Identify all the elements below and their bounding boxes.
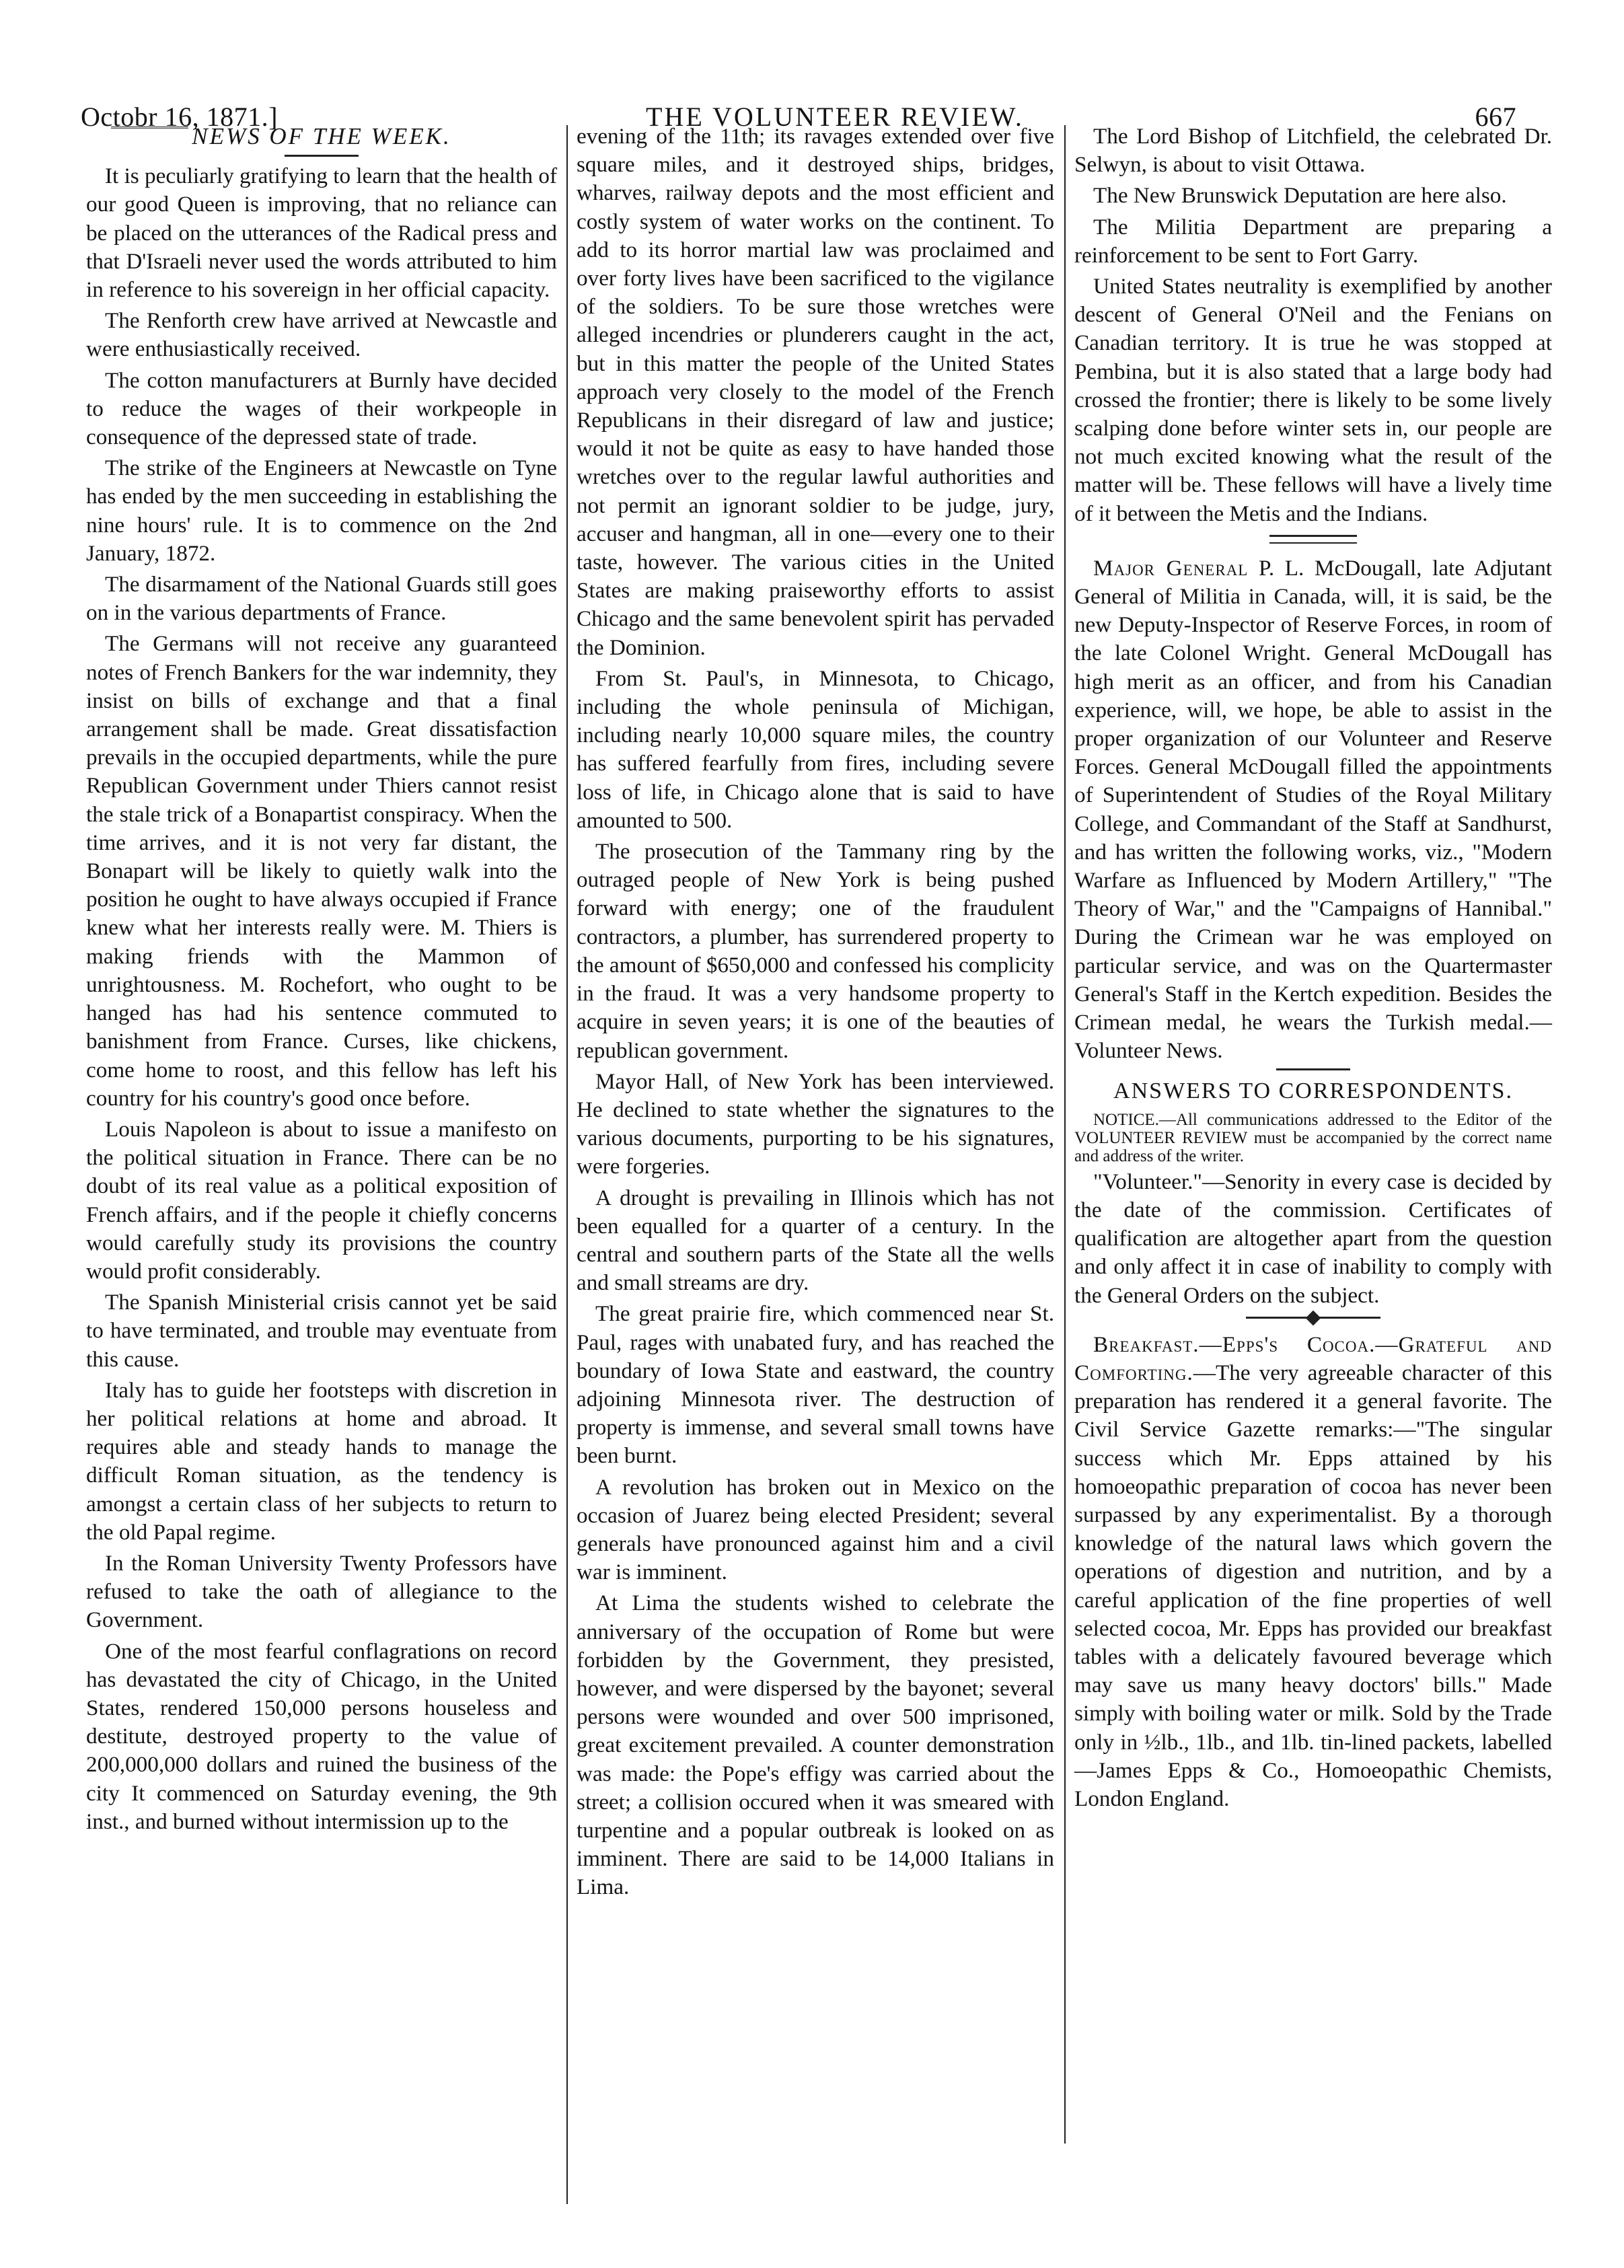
section-title-news: NEWS OF THE WEEK.	[192, 123, 451, 149]
news-paragraph: The Renforth crew have arrived at Newcastle and were enthusiastically received.	[86, 308, 557, 362]
news-paragraph: Mayor Hall, of New York has been interviewed. He declined to state whether the signatures to the various documents, purporting to be his signatures, were forgeries.	[577, 1068, 1054, 1179]
section-rule	[285, 155, 359, 157]
news-paragraph: The great prairie fire, which commenced near St. Paul, rages with unabated fury, and has reached the boundary of Iowa State and eastward, the country adjoining Minnesota river. The destruction of property is immense, and several small towns have been burnt.	[577, 1301, 1054, 1469]
ornament-rule	[1246, 1317, 1380, 1319]
column-divider	[1064, 125, 1066, 2144]
column-1	[86, 122, 557, 1839]
news-paragraph: The disarmament of the National Guards still goes on in the various departments of France.	[86, 572, 557, 626]
news-paragraph: From St. Paul's, in Minnesota, to Chicago, including the whole peninsula of Michigan, including nearly 10,000 square miles, the country has suffered fearfully from fires, including severe loss of life, in Chicago alone that is said to have amounted to 500.	[577, 665, 1054, 833]
news-paragraph: A drought is prevailing in Illinois which has not been equalled for a quarter of a century. In the central and southern parts of the State all the wells and small streams are dry.	[577, 1185, 1054, 1296]
news-paragraph: The prosecution of the Tammany ring by the outraged people of New York is being pushed forward with energy; one of the fraudulent contractors, a plumber, has surrendered property to the amount of $650,000 and confessed his complicity in the fraud. It was a very handsome property to acquire in seven years; it is one of the beauties of republican government.	[577, 839, 1054, 1063]
notice-text: NOTICE.—All communications addressed to the Editor of the VOLUNTEER REVIEW must be accompanied by the correct name and address of the writer.	[1074, 1110, 1552, 1165]
mcdougall-paragraph	[1074, 554, 1552, 1066]
column-divider	[566, 125, 568, 2204]
page-number: 667	[1475, 102, 1516, 132]
news-paragraph: It is peculiarly gratifying to learn that the health of our good Queen is improving, that no reliance can be placed on the utterances of the Radical press and that D'Israeli never used the words attributed to him in reference to his sovereign in her official capacity.	[86, 163, 557, 303]
answer-paragraph: "Volunteer."—Senority in every case is decided by the date of the commission. Certificates of qualification are altogether apart from the question and only affect it in case of inability to comply with the General Orders on the subject.	[1074, 1169, 1552, 1308]
column-3	[1074, 122, 1552, 1816]
news-paragraph: In the Roman University Twenty Professors have refused to take the oath of allegiance to the Government.	[86, 1550, 557, 1633]
news-paragraph: Louis Napoleon is about to issue a manifesto on the political situation in France. There can be no doubt of its real value as a political exposition of French affairs, and if the people it chiefly concerns would carefully study its provisions the country would profit considerably.	[86, 1116, 557, 1284]
ad-text: —The very agreeable character of this preparation has rendered it a general favorite. The Civil Service Gazette remarks:—"The singular success which Mr. Epps attained by his homoeopathic preparation of cocoa has never been surpassed by any experimentalist. By a thorough knowledge of the natural laws which govern the operations of digestion and nutrition, and by a careful application of the fine properties of well selected cocoa, Mr. Epps has provided our breakfast tables with a delicately favoured beverage which may save us many heavy doctors' bills." Made simply with boiling water or milk. Sold by the Trade only in ½lb., 1lb., and 1lb. tin-lined packets, labelled—James Epps & Co., Homoeopathic Chemists, London England.	[1074, 1360, 1552, 1811]
news-paragraph: evening of the 11th; its ravages extended over five square miles, and it destroyed ships, bridges, wharves, railway depots and the most efficient and costly system of water works on the continent. To add to its horror martial law was proclaimed and over forty lives have been sacrificed to the vigilance of the soldiers. To be sure those wretches were alleged incendries or plunderers caught in the act, but in this matter the people of the United States approach very closely to the model of the French Republicans in their disregard of law and justice; would it not be quite as easy to have handed those wretches over to the regular lawful authorities and not permit an ignorant soldier to be judge, jury, accuser and hangman, all in one—every one to their taste, however. The various cities in the United States are making praiseworthy efforts to assist Chicago and the same benevolent spirit has pervaded the Dominion.	[577, 124, 1054, 660]
news-paragraph: The New Brunswick Deputation are here also.	[1093, 183, 1507, 209]
mcdougall-lead: Major General	[1093, 555, 1249, 581]
news-paragraph: The cotton manufacturers at Burnly have decided to reduce the wages of their workpeople in consequence of the depressed state of trade.	[86, 367, 557, 450]
section-title-answers: ANSWERS TO CORRESPONDENTS.	[1113, 1078, 1513, 1103]
news-paragraph: One of the most fearful conflagrations on record has devastated the city of Chicago, in the United States, rendered 150,000 persons houseless and destitute, destroyed property to the value of 200,000,000 dollars and ruined the business of the city It commenced on Saturday evening, the 9th inst., and burned without intermission up to the	[86, 1638, 557, 1834]
section-rule	[1276, 1068, 1350, 1070]
news-paragraph: United States neutrality is exemplified by another descent of General O'Neil and the Fenians on Canadian territory. It is true he was stopped at Pembina, but it is also stated that a large body had crossed the frontier; there is likely to be some lively scalping done before winter sets in, our people are not much excited knowing what the result of the matter will be. These fellows will have a lively time of it between the Metis and the Indians.	[1074, 274, 1552, 526]
news-paragraph: The Lord Bishop of Litchfield, the celebrated Dr. Selwyn, is about to visit Ottawa.	[1074, 124, 1552, 178]
news-paragraph: A revolution has broken out in Mexico on the occasion of Juarez being elected President; several generals have pronounced against him and a civil war is imminent.	[577, 1474, 1054, 1585]
news-paragraph: The Militia Department are preparing a reinforcement to be sent to Fort Garry.	[1074, 214, 1552, 268]
news-paragraph: The strike of the Engineers at Newcastle on Tyne has ended by the men succeeding in establishing the nine hours' rule. It is to commence on the 2nd January, 1872.	[86, 455, 557, 566]
news-paragraph: Italy has to guide her footsteps with discretion in her political relations at home and abroad. It requires able and steady hands to manage the difficult Roman situation, as the tendency is amongst a certain class of her subjects to return to the old Papal regime.	[86, 1377, 557, 1545]
publication-title: THE VOLUNTEER REVIEW.	[646, 102, 1024, 132]
advertisement-paragraph	[1074, 1331, 1552, 1813]
news-paragraph: The Germans will not receive any guaranteed notes of French Bankers for the war indemnity, they insist on bills of exchange and that a final arrangement shall be made. Great dissatisfaction prevails in the occupied departments, while the pure Republican Government under Thiers cannot resist the stale trick of a Bonapartist conspiracy. When the time arrives, and it is not very far distant, the Bonapart will be likely to quietly walk into the position he ought to have always occupied if France knew what her interests really were. M. Thiers is making friends with the Mammon of unrightousness. M. Rochefort, who ought to be hanged has had his sentence commuted to banishment from France. Curses, like chickens, come home to roost, and this fellow has left his country for his country's good once before.	[86, 631, 557, 1111]
mcdougall-text: P. L. McDougall, late Adjutant General of Militia in Canada, will, it is said, be the new Deputy-Inspector of Reserve Forces, in room of the late Colonel Wright. General McDougall has high merit as an officer, and from his Canadian experience, will, we hope, be able to assist in the proper organization of our Volunteer and Reserve Forces. General McDougall filled the appointments of Superintendent of Studies of the Royal Military College, and Commandant of the Staff at Sandhurst, and has written the following works, viz., "Modern Warfare as Influenced by Modern Artillery," "The Theory of War," and the "Campaigns of Hannibal." During the Crimean war he was employed on particular service, and was on the Quartermaster General's Staff in the Kertch expedition. Besides the Crimean medal, he wears the Turkish medal.—Volunteer News.	[1074, 555, 1553, 1064]
section-rule	[1269, 535, 1357, 544]
column-2	[577, 122, 1054, 1905]
issue-date: Octobr 16, 1871.]	[81, 102, 278, 132]
ad-lead: Breakfast.—Epps's Cocoa.—Grateful and Comforting.	[1074, 1331, 1552, 1385]
news-paragraph: The Spanish Ministerial crisis cannot yet be said to have terminated, and trouble may eventuate from this cause.	[86, 1290, 557, 1372]
news-paragraph: At Lima the students wished to celebrate the anniversary of the occupation of Rome but were forbidden by the Government, they presisted, however, and were dispersed by the bayonet; several persons were wounded and over 500 imprisoned, great excitement prevailed. A counter demonstration was made: the Pope's effigy was carried about the street; a collision occured when it was smeared with turpentine and a popular outbreak is looked on as imminent. There are said to be 14,000 Italians in Lima.	[577, 1590, 1054, 1900]
